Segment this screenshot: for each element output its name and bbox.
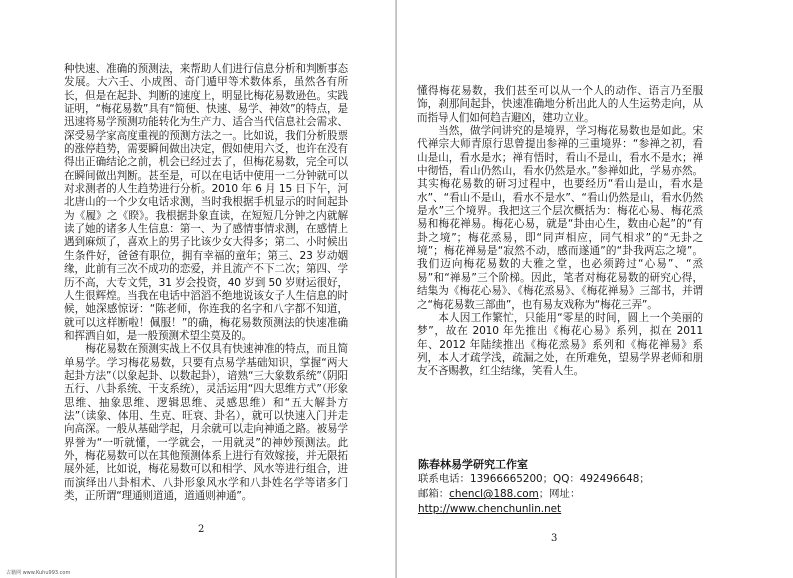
contact-phone-qq: 联系电话：13966665200；QQ：492496648； <box>418 473 650 485</box>
left-paragraph-2: 梅花易数在预测实战上不仅具有快速神准的特点，而且简单易学。学习梅花易数，只要有点易学基础知识，掌握“两大起卦方法”（以象起卦、以数起卦），谙熟“三大象数系统”（阴阳五行、八卦系统、干支系统），灵活运用“四大思维方式”（形象思维、抽象思维、逻辑思维、灵感思维）和“五大解卦方法”（读象、体用、生克、旺衰、卦名），就可以快速入门并走向高深。一般从基础学起，月余就可以走向神通之路。被易学界誉为“一听就懂，一学就会，一用就灵”的神妙预测法。此外，梅花易数可以在其他预测体系上进行有效嫁接，并无限拓展外延，比如说，梅花易数可以和相学、风水等进行组合，进而演绎出八卦相术、八卦形象风水学和八卦姓名学等诸多门类，正所谓“理通则道通，道通则神通”。 <box>64 343 348 502</box>
page-number-right: 3 <box>551 533 558 544</box>
website-label: ；网址： <box>538 488 581 500</box>
right-page-body <box>417 85 703 379</box>
studio-name: 陈春林易学研究工作室 <box>418 458 528 471</box>
contact-web-line <box>418 487 718 517</box>
right-paragraph-2: 当然，做学问讲究的是境界，学习梅花易数也是如此。宋代禅宗大师青原行思曾提出参禅的三重境界：“参禅之初，看山是山，看水是水；禅有悟时，看山不是山，看水不是水；禅中彻悟，看山仍然山，看水仍然是水。”参禅如此，学易亦然。其实梅花易数的研习过程中，也要经历“看山是山，看水是水”、“看山不是山，看水不是水”、“看山仍然是山，看水仍然是水”三个境界。我把这三个层次概括为：梅花心易、梅花烝易和梅花禅易。梅花心易，就是“卦由心生，数由心起”的“有卦之境”；梅花烝易，即“同声相应，同气相求”的“无卦之境”；梅花禅易是“寂然不动，感而遂通”的“卦我两忘之境”。我们迈向梅花易数的大雅之堂，也必须跨过“心易”、“烝易”和“禅易”三个阶梯。因此，笔者对梅花易数的研究心得，结集为《梅花心易》、《梅花烝易》、《梅花禅易》三部书，并谓之“梅花易数三部曲”，也有易友戏称为“梅花三弄”。 <box>417 125 703 311</box>
right-page <box>397 0 793 578</box>
email-link[interactable]: chencl@188.com <box>449 488 539 500</box>
email-label: 邮箱： <box>418 488 450 500</box>
left-page <box>0 0 396 578</box>
contact-block <box>418 457 718 517</box>
left-page-body <box>64 63 348 503</box>
footer-watermark: 古籍网 www.Kuhu993.com <box>6 570 71 576</box>
right-paragraph-3: 本人因工作繁忙，只能用“零星的时间，圆上一个美丽的梦”，故在 2010 年先推出《梅花心易》系列，拟在 2011 年、2012 年陆续推出《梅花烝易》系列和《梅花禅易》系列，本人才疏学浅，疏漏之处，在所难免，望易学界老师和朋友不吝赐教，红尘结缘，笑看人生。 <box>417 311 703 378</box>
website-link[interactable]: http://www.chenchunlin.net <box>418 503 562 515</box>
left-paragraph-1: 种快速、准确的预测法，来帮助人们进行信息分析和判断事态发展。大六壬、小成图、奇门遁甲等术数体系，虽然各有所长，但是在起卦、判断的速度上，明显比梅花易数逊色。实践证明，“梅花易数”具有“简便、快速、易学、神效”的特点，是迅速将易学预测功能转化为生产力、适合当代信息社会需求、深受易学家高度重视的预测方法之一。比如说，我们分析股票的涨停趋势，需要瞬间做出决定，假如使用六爻，也许在没有得出正确结论之前，机会已经过去了，但梅花易数，完全可以在瞬间做出判断。甚至是，可以在电话中使用一二分钟就可以对求测者的人生趋势进行分析。2010 年 6 月 15 日下午，河北唐山的一个少女电话求测，当时我根据手机显示的时间起卦为《履》之《睽》。我根据卦象直读，在短短几分钟之内就解读了她的诸多人生信息：第一、为了感情事情求测，在感情上遇到麻烦了，喜欢上的男子比该少女大得多；第二、小时候出生条件好，爸爸有职位，拥有幸福的童年；第三、23 岁动姻缘，此前有三次不成功的恋爱，并且流产不下二次；第四、学历不高，大专文凭，31 岁会投资，40 岁到 50 岁财运很好，人生很辉煌。当我在电话中滔滔不绝地说该女子人生信息的时候，她深感惊讶：“陈老师，你连我的名字和八字都不知道，就可以这样断啦！佩服！”的确，梅花易数预测法的快速准确和挥洒自如，是一般预测术望尘莫及的。 <box>64 63 348 342</box>
right-paragraph-1: 懂得梅花易数，我们甚至可以从一个人的动作、语言乃至服饰，刹那间起卦，快速准确地分析出此人的人生运势走向，从而指导人们如何趋吉避凶，建功立业。 <box>417 85 703 124</box>
page-number-left: 2 <box>198 524 205 535</box>
